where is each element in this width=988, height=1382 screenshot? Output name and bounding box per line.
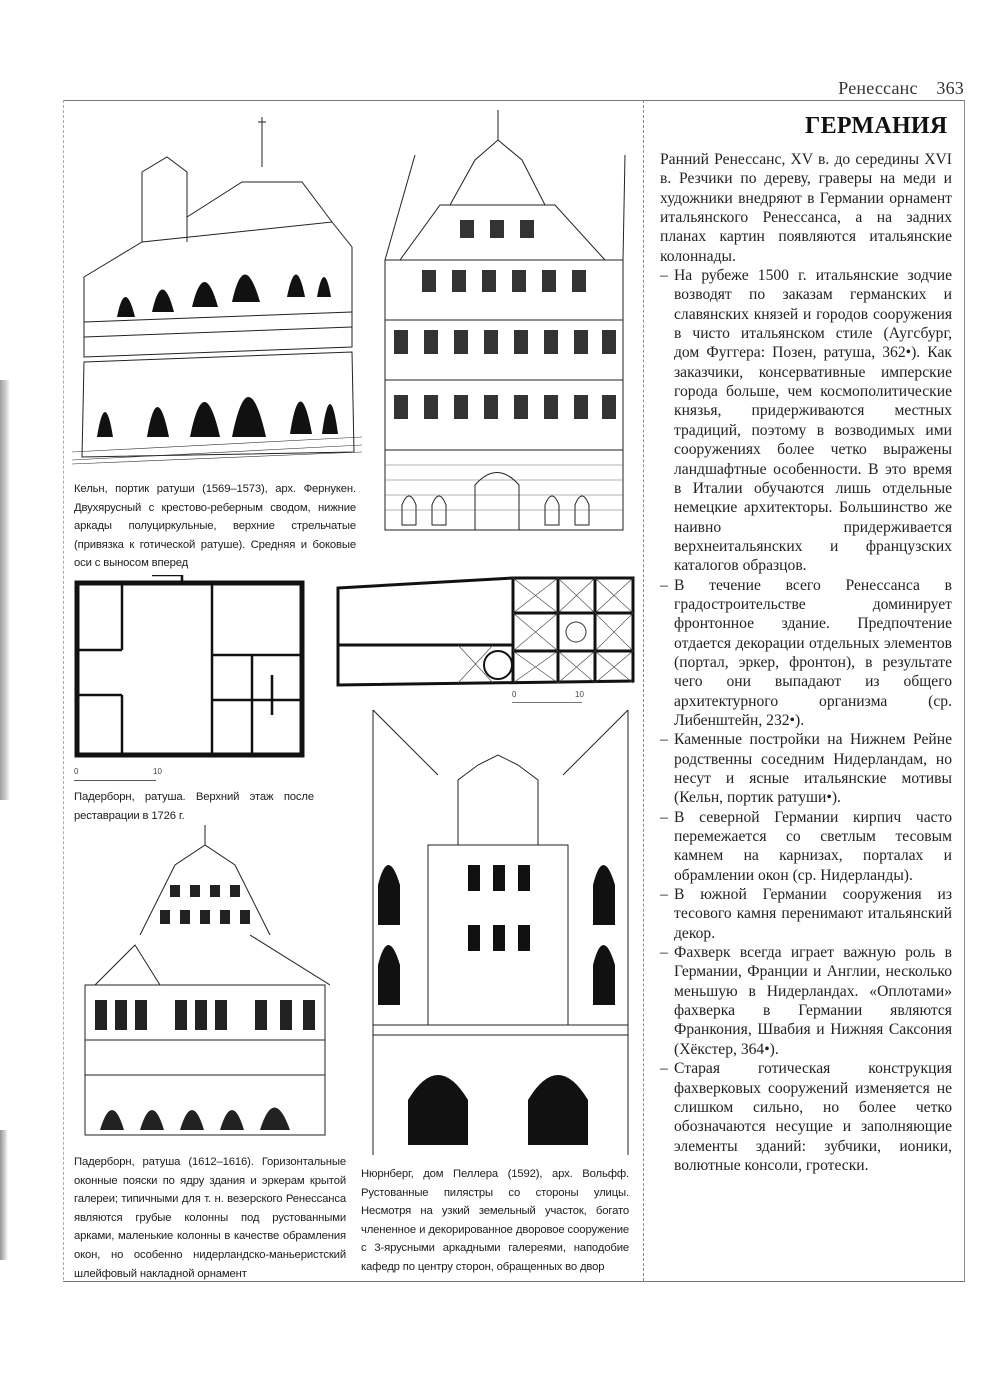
dash-marker: – [660, 886, 668, 904]
paderborn-plan-caption: Падерборн, ратуша. Верхний этаж после реставрации в 1726 г. [74, 791, 314, 822]
list-item [660, 1059, 952, 1175]
plan-scale-start: 0 [74, 767, 79, 776]
scan-shadow [0, 380, 10, 800]
paderborn-view-illustration [75, 825, 330, 1145]
paderborn-town-hall-icon [75, 825, 330, 1145]
scale-bar [512, 702, 582, 703]
dash-marker: – [660, 267, 668, 285]
list-item [660, 943, 952, 1059]
scale-bar [74, 780, 156, 781]
list-item [660, 730, 952, 807]
peller-courtyard-caption: Нюрнберг, дом Пеллера (1592), арх. Вольфф. Рустованные пилястры со стороны улицы. Несмотря на узкий земельный участок, богато члененное и декорированное дворовое сооружение с 3-ярусными аркадными галереями, наподобие кафедр по центру сторон, обращенных во двор [361, 1168, 629, 1273]
paderborn-plan-illustration [72, 575, 317, 765]
dash-marker: – [660, 808, 668, 826]
list-item-text: На рубеже 1500 г. итальянские зодчие возводят по заказам германских и славянских князей и городов сооружения в чисто итальянском стиле (Аугсбург, дом Фуггера: Позен, ратуша, 362•). Как заказчики, консервативные имперские города больше, чем космополитические князья, придерживаются местных традиций, поэтому в возводимых ими сооружениях более четко выражены ландшафтные особенности. В это время в Италии обучаются лишь отдельные немецкие архитекторы. Большинство же наивно придерживается верхнеитальянских и французских каталогов образцов. [674, 267, 952, 575]
dash-marker: – [660, 1060, 668, 1078]
section-name: Ренессанс [838, 78, 918, 98]
column-divider [643, 100, 644, 1281]
peller-house-plan-icon [333, 573, 636, 688]
peller-scale-end: 10 [575, 690, 584, 699]
article-title: ГЕРМАНИЯ [805, 113, 948, 139]
frame-left-rule [63, 100, 64, 1280]
page-number: 363 [936, 78, 964, 98]
running-head [838, 78, 964, 99]
list-item-text: В южной Германии сооружения из тесового камня перенимают итальянский декор. [674, 886, 952, 942]
cologne-portico-illustration [72, 112, 362, 467]
paderborn-floor-plan-icon [72, 575, 317, 765]
plan-scale-end: 10 [153, 767, 162, 776]
paderborn-view-caption: Падерборн, ратуша (1612–1616). Горизонтальные оконные пояски по ядру здания и эркерам крытой галереи; типичными для т. н. везерского Ренессанса являются грубые колонны под рустованными арками, маленькие колонны в качестве обрамления окон, но особенно нидерландско-маньеристский шлейфовый накладной орнамент [74, 1156, 346, 1280]
scan-shadow [0, 1130, 8, 1260]
dash-marker: – [660, 944, 668, 962]
article-body [660, 150, 952, 1175]
list-item-text: Каменные постройки на Нижнем Рейне родственны соседним Нидерландам, но несут и ясные итальянские мотивы (Кельн, портик ратуши•). [674, 731, 952, 807]
peller-house-courtyard-icon [358, 705, 638, 1160]
list-item [660, 576, 952, 731]
dash-marker: – [660, 576, 668, 594]
list-item-text: Фахверк всегда играет важную роль в Германии, Франции и Англии, несколько меньшую в Нидерландах. «Оплотами» фахверка в Германии являются Франкония, Швабия и Нижняя Саксония (Хёкстер, 364•). [674, 944, 952, 1058]
cologne-caption: Кельн, портик ратуши (1569–1573), арх. Фернукен. Двухярусный с крестово-реберным сводом, нижние аркады полуциркульные, верхние стрельчатые (привязка к готической ратуше). Средняя и боковые оси с выносом вперед [74, 483, 356, 570]
list-item-text: В течение всего Ренессанса в градостроительстве доминирует фронтонное здание. Предпочтение отдается декорации отдельных элементов (портал, эркер, фронтон), в результате чего они выпадают из общего архитектурного организма (ср. Либенштейн, 232•). [674, 576, 952, 729]
list-item [660, 808, 952, 885]
dash-marker: – [660, 731, 668, 749]
list-item [660, 885, 952, 943]
peller-courtyard-illustration [358, 705, 638, 1160]
gabled-facade-illustration [380, 110, 635, 540]
list-item [660, 266, 952, 576]
list-item-text: В северной Германии кирпич часто перемежается со светлым тесовым камнем на карнизах, порталах и обрамлении окон (ср. Нидерланды). [674, 808, 952, 884]
intro-paragraph: Ранний Ренессанс, XV в. до середины XVI в. Резчики по дереву, граверы на меди и художники внедряют в Германии орнамент итальянского Ренессанса, а на задних планах картин появляются итальянские колоннады. [660, 151, 952, 265]
gabled-facade-icon [380, 110, 635, 540]
peller-scale-start: 0 [512, 690, 517, 699]
peller-plan-illustration [333, 573, 636, 688]
cologne-town-hall-icon [72, 112, 362, 467]
list-item-text: Старая готическая конструкция фахверковых сооружений изменяется не слишком сильно, но более четко обозначаются несущие и заполняющие элементы зданий: зубчики, ионики, волютные консоли, гротески. [674, 1060, 952, 1174]
